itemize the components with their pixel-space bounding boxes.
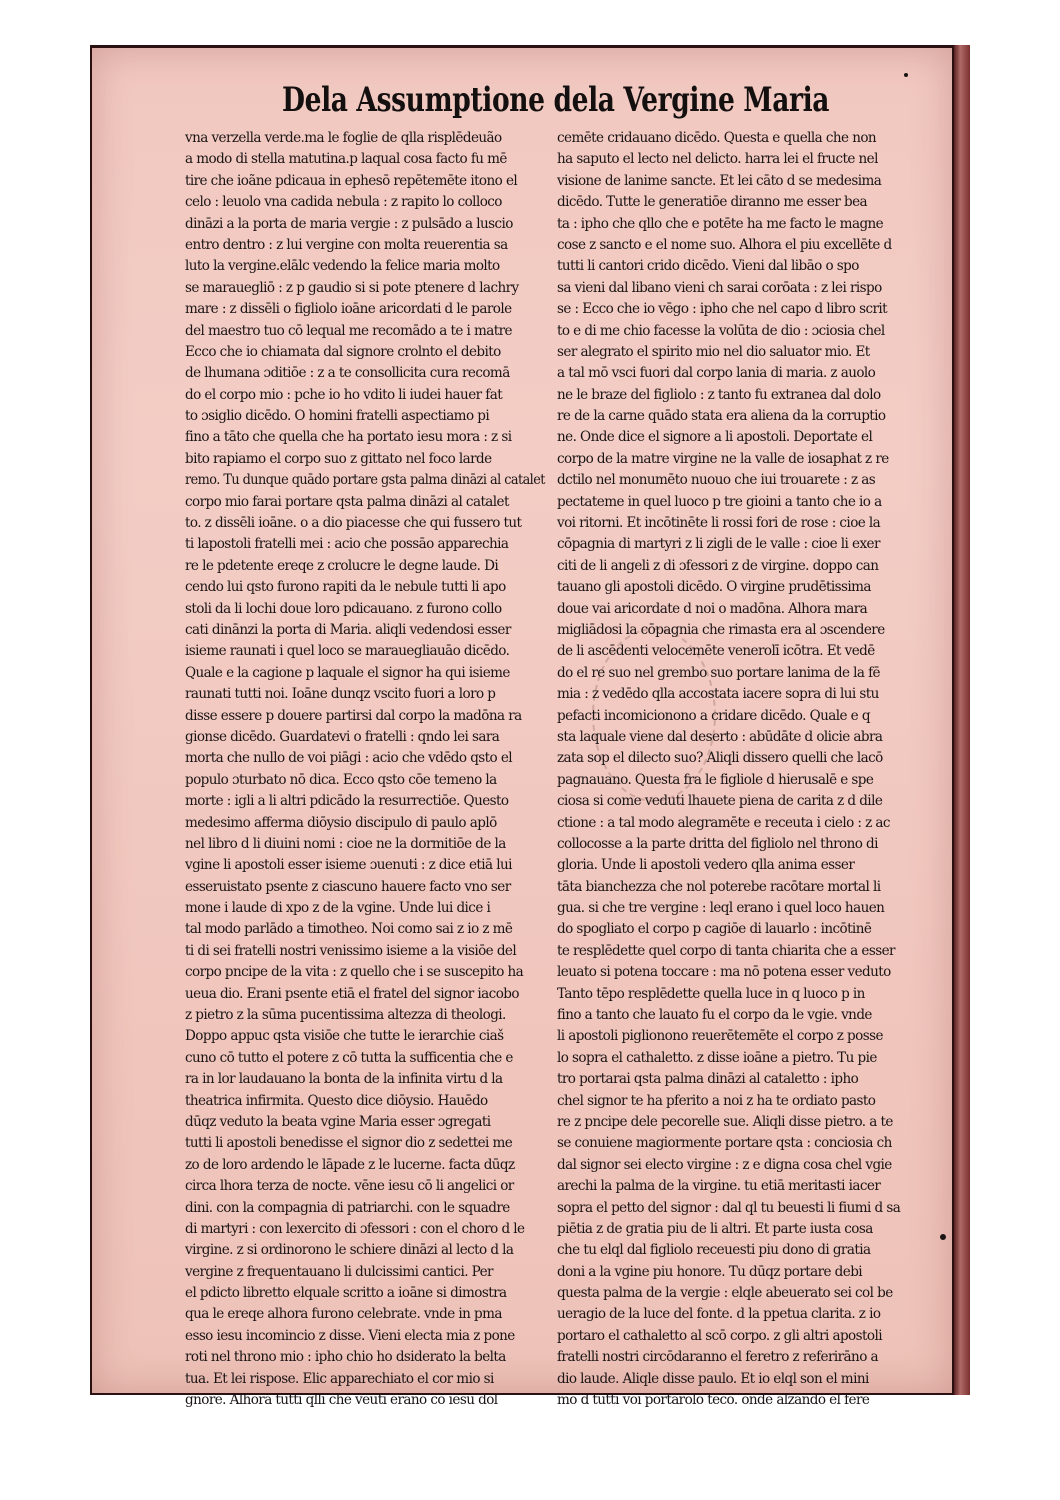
text-line: fratelli nostri circōdaranno el feretro z referirāno a	[557, 1349, 878, 1366]
text-line: cose z sancto e el nome suo. Alhora el piu excellēte d	[557, 236, 892, 253]
text-line: se conuiene magiormente portare qsta : conciosia ch	[557, 1135, 892, 1152]
text-line: do el re suo nel grembo suo portare lanima de la fē	[557, 664, 880, 681]
text-line: esseruistato psente z ciascuno hauere facto vno ser	[185, 878, 511, 895]
text-line: Tanto tēpo resplēdette quella luce in q luoco p in	[557, 985, 865, 1002]
text-line: mare : z dissēli o figliolo ioāne aricordati d le parole	[185, 301, 512, 318]
left-column	[185, 128, 557, 1411]
text-line: re de la carne quādo stata era aliena da la corruptio	[557, 408, 886, 425]
text-line: di martyri : con lexercito di ɔfessori : con el choro d le	[185, 1220, 525, 1237]
text-line: virgine. z si ordinorono le schiere dināzi al lecto d la	[185, 1242, 514, 1259]
text-line: gua. si che tre vergine : leql erano i quel loco hauen	[557, 900, 885, 917]
text-line: tal modo parlādo a timotheo. Noi como sai z io z mē	[185, 921, 513, 938]
text-line: to ɔsiglio dicēdo. O homini fratelli aspectiamo pi	[185, 408, 490, 425]
text-line: corpo pncipe de la vita : z quello che i se suscepito ha	[185, 964, 524, 981]
text-line: qua le ereqe alhora furono celebrate. vnde in pma	[185, 1306, 502, 1323]
text-line: bito rapiamo el corpo suo z gittato nel foco larde	[185, 450, 492, 467]
text-line: disse essere p douere partirsi dal corpo la madōna ra	[185, 707, 522, 724]
text-line: nel libro d li diuini nomi : cioe ne la dormitiōe de la	[185, 835, 506, 852]
text-line: cati dinānzi la porta di Maria. aliqli vedendosi esser	[185, 621, 511, 638]
text-line: a tal mō vsci fuori dal corpo lania di maria. z auolo	[557, 365, 876, 382]
text-line: ser alegrato el spirito mio nel dio saluator mio. Et	[557, 343, 870, 360]
text-line: corpo de la matre virgine ne la valle de iosaphat z re	[557, 450, 889, 467]
text-line: visione de lanime sancte. Et lei cāto d se medesima	[557, 172, 882, 189]
text-line: gionse dicēdo. Guardatevi o fratelli : qndo lei sara	[185, 728, 500, 745]
text-line: to. z dissēli ioāne. o a dio piacesse che qui fussero tut	[185, 515, 522, 532]
manuscript-page	[92, 48, 952, 1409]
text-line: ciosa si come veduti lhauete piena de carita z d dile	[557, 793, 883, 810]
page-edge	[954, 45, 970, 1395]
text-line: vna verzella verde.ma le foglie de qlla risplēdeuão	[185, 130, 502, 146]
text-line: ctione : a tal modo alegramēte e receuta i cielo : z ac	[557, 814, 890, 831]
text-line: to e di me chio facesse la volūta de dio : ɔciosia chel	[557, 322, 885, 339]
text-line: zo de loro ardendo le lāpade z le lucerne. facta dūqz	[185, 1156, 515, 1173]
text-line: che tu elql dal figliolo receuesti piu dono di gratia	[557, 1242, 871, 1259]
ink-mark	[904, 73, 908, 77]
text-line: pefacti incomicionono a cridare dicēdo. Quale e q	[557, 707, 870, 724]
text-line: arechi la palma de la virgine. tu etiā meritasti iacer	[557, 1178, 881, 1195]
text-line: ti lapostoli fratelli mei : acio che possāo apparechia	[185, 536, 509, 553]
text-line: de lhumana ɔditiōe : z a te consollicita cura recomā	[185, 365, 510, 382]
text-line: pagnauano. Questa fra le figliole d hierusalē e spe	[557, 771, 874, 788]
page-title: Dela Assumptione dela Vergine Maria	[282, 80, 830, 120]
text-line: cōpagnia di martyri z li zigli de le valle : cioe li exer	[557, 536, 880, 553]
text-line: ueragio de la luce del fonte. d la ppetua clarita. z io	[557, 1306, 881, 1323]
text-line: re z pncipe dele pecorelle sue. Aliqli disse pietro. a te	[557, 1113, 893, 1130]
text-line: isieme raunati i quel loco se marauegliauāo dicēdo.	[185, 643, 510, 660]
text-line: entro dentro : z lui vergine con molta reuerentia sa	[185, 236, 508, 253]
text-line: vergine z frequentauano li dulcissimi cantici. Per	[185, 1263, 493, 1280]
text-line: raunati tutti noi. Ioāne dunqz vscito fuori a loro p	[185, 686, 496, 703]
text-line: ti di sei fratelli nostri venissimo isieme a la visiōe del	[185, 942, 517, 959]
text-line: chel signor te ha pferito a noi z ha te ordiato pasto	[557, 1092, 876, 1109]
text-line: el pdicto libretto elquale scritto a ioāne si dimostra	[185, 1285, 507, 1302]
text-line: portaro el cathaletto al scō corpo. z gli altri apostoli	[557, 1327, 882, 1344]
text-line: mone i laude di xpo z de la vgine. Unde lui dice i	[185, 900, 491, 917]
text-line: cuno cō tutto el potere z cō tutta la sufficentia che e	[185, 1049, 513, 1066]
text-line: voi ritorni. Et incōtinēte li rossi fori de rose : cioe la	[557, 515, 881, 532]
text-line: vgine li apostoli esser isieme ɔuenuti : z dice etiā lui	[185, 857, 512, 874]
text-line: medesimo afferma diōysio discipulo di paulo aplō	[185, 814, 497, 831]
text-line: Ecco che io chiamata dal signore crolnto el debito	[185, 343, 501, 360]
text-line: theatrica infirmita. Questo dice diōysio. Hauēdo	[185, 1092, 488, 1109]
text-line: mo d tutti voi portarolo teco. onde alzando el fere	[557, 1392, 870, 1409]
text-line: ra in lor laudauano la bonta de la infinita virtu d la	[185, 1071, 503, 1088]
text-line: tutti li cantori crido dicēdo. Vieni dal libāo o spo	[557, 258, 859, 275]
text-line: migliādosi la cōpagnia che rimasta era al ɔscendere	[557, 621, 885, 638]
text-line: fino a tāto che quella che ha portato iesu mora : z si	[185, 429, 512, 446]
text-line: doni a la vgine piu honore. Tu dūqz portare debi	[557, 1263, 863, 1280]
text-line: sopra el petto del signor : dal ql tu beuesti li fiumi d sa	[557, 1199, 901, 1216]
text-line: dūqz veduto la beata vgine Maria esser ɔgregati	[185, 1113, 491, 1130]
text-line: do el corpo mio : pche io ho vdito li iudei hauer fat	[185, 386, 503, 403]
text-line: pectateme in quel luoco p tre gioini a tanto che io a	[557, 493, 882, 510]
text-line: ne le braze del figliolo : z tanto fu extranea dal dolo	[557, 386, 881, 403]
text-line: morte : igli a li altri pdicādo la resurrectiōe. Questo	[185, 793, 509, 810]
text-line: li apostoli piglionono reuerētemēte el corpo z posse	[557, 1028, 883, 1045]
text-line: citi de li angeli z di ɔfessori z de virgine. doppo can	[557, 557, 879, 574]
text-line: Doppo appuc qsta visiōe che tutte le ierarchie ciaš	[185, 1028, 504, 1045]
text-line: questa palma de la vergie : elqle abeuerato sei col be	[557, 1285, 893, 1302]
text-line: roti nel throno mio : ipho chio ho dsiderato la belta	[185, 1349, 506, 1366]
text-line: tua. Et lei rispose. Elic apparechiato el cor mio si	[185, 1370, 494, 1387]
text-line: sa vieni dal libano vieni ch sarai corōata : z lei rispo	[557, 279, 882, 296]
text-line: doue vai aricordate d noi o madōna. Alhora mara	[557, 600, 868, 617]
text-line: mia : z vedēdo qlla accostata iacere sopra di lui stu	[557, 686, 879, 703]
text-line: stoli da li lochi doue loro pdicauano. z furono collo	[185, 600, 502, 617]
text-line: celo : leuolo vna cadida nebula : z rapito lo colloco	[185, 194, 502, 211]
text-line: a modo di stella matutina.p laqual cosa facto fu mē	[185, 151, 507, 168]
text-line: esso iesu incomincio z disse. Vieni electa mia z pone	[185, 1327, 515, 1344]
text-line: remo. Tu dunque quādo portare gsta palma dināzi al catalet	[185, 472, 545, 489]
text-line: cendo lui qsto furono rapiti da le nebule tutti li apo	[185, 579, 506, 596]
text-line: gnore. Alhora tutti qlli che vēuti erano cō iesu dol	[185, 1392, 498, 1409]
text-line: luto la vergine.elālc vedendo la felice maria molto	[185, 258, 500, 275]
text-line: circa lhora terza de nocte. vēne iesu cō li angelici or	[185, 1178, 514, 1195]
text-line: ta : ipho che qllo che e potēte ha me facto le magne	[557, 215, 884, 232]
text-line: ueua dio. Erani psente etiā el fratel del signor iacobo	[185, 985, 519, 1002]
text-line: dināzi a la porta de maria vergie : z pulsādo a luscio	[185, 215, 513, 232]
text-line: re le pdetente ereqe z crolucre le degne laude. Di	[185, 557, 499, 574]
text-line: Quale e la cagione p laquale el signor ha qui isieme	[185, 664, 510, 681]
text-line: dicēdo. Tutte le generatiōe diranno me esser bea	[557, 194, 868, 211]
text-line: morta che nullo de voi piāgi : acio che vdēdo qsto el	[185, 750, 513, 767]
text-line: zata sop el dilecto suo? Aliqli dissero quelli che lacō	[557, 750, 883, 767]
text-line: dio laude. Aliqle disse paulo. Et io elql son el mini	[557, 1370, 869, 1387]
text-line: tire che ioãne pdicaua in ephesō repētemēte itono el	[185, 172, 518, 189]
text-line: tāta bianchezza che nol poterebe racōtare mortal li	[557, 878, 881, 895]
text-line: leuato si potena toccare : ma nō potena esser veduto	[557, 964, 891, 981]
text-line: z pietro z la sūma pucentissima altezza di theologi.	[185, 1007, 506, 1024]
text-line: te resplēdette quel corpo di tanta chiarita che a esser	[557, 942, 895, 959]
text-line: piētia z de gratia piu de li altri. Et parte iusta cosa	[557, 1220, 873, 1237]
text-line: corpo mio farai portare qsta palma dināzi al catalet	[185, 493, 509, 510]
ink-mark	[940, 1234, 946, 1240]
text-line: populo ɔturbato nō dica. Ecco qsto cōe temeno la	[185, 771, 497, 788]
text-line: cemēte cridauano dicēdo. Questa e quella che non	[557, 130, 877, 146]
text-line: del maestro tuo cō lequal me recomādo a te i matre	[185, 322, 512, 339]
text-line: dctilo nel monumēto nuouo che iui trouarete : z as	[557, 472, 876, 489]
text-line: de li ascēdenti velocemēte venerolī icōtra. Et vedē	[557, 643, 875, 660]
text-line: tro portarai qsta palma dināzi al cataletto : ipho	[557, 1071, 859, 1088]
text-line: fino a tanto che lauato fu el corpo da le vgie. vnde	[557, 1007, 872, 1024]
text-line: lo sopra el cathaletto. z disse ioāne a pietro. Tu pie	[557, 1049, 877, 1066]
text-line: do spogliato el corpo p cagiōe di lauarlo : incōtinē	[557, 921, 872, 938]
text-line: dini. con la compagnia di patriarchi. con le squadre	[185, 1199, 510, 1216]
text-line: sta laquale viene dal deserto : abūdāte d olicie abra	[557, 728, 883, 745]
text-line: ne. Onde dice el signore a li apostoli. Deportate el	[557, 429, 873, 446]
text-line: ha saputo el lecto nel delicto. harra lei el fructe nel	[557, 151, 878, 168]
text-line: se marauegliō : z p gaudio si si pote ptenere d lachry	[185, 279, 519, 296]
text-line: se : Ecco che io vēgo : ipho che nel capo d libro scrit	[557, 301, 888, 318]
text-line: tauano gli apostoli dicēdo. O virgine prudētissima	[557, 579, 871, 596]
text-line: gloria. Unde li apostoli vedero qlla anima esser	[557, 857, 855, 874]
text-line: collocosse a la parte dritta del figliolo nel throno di	[557, 835, 878, 852]
right-column	[557, 128, 929, 1411]
text-line: dal signor sei electo virgine : z e digna cosa chel vgie	[557, 1156, 892, 1173]
text-line: tutti li apostoli benedisse el signor dio z sedettei me	[185, 1135, 513, 1152]
